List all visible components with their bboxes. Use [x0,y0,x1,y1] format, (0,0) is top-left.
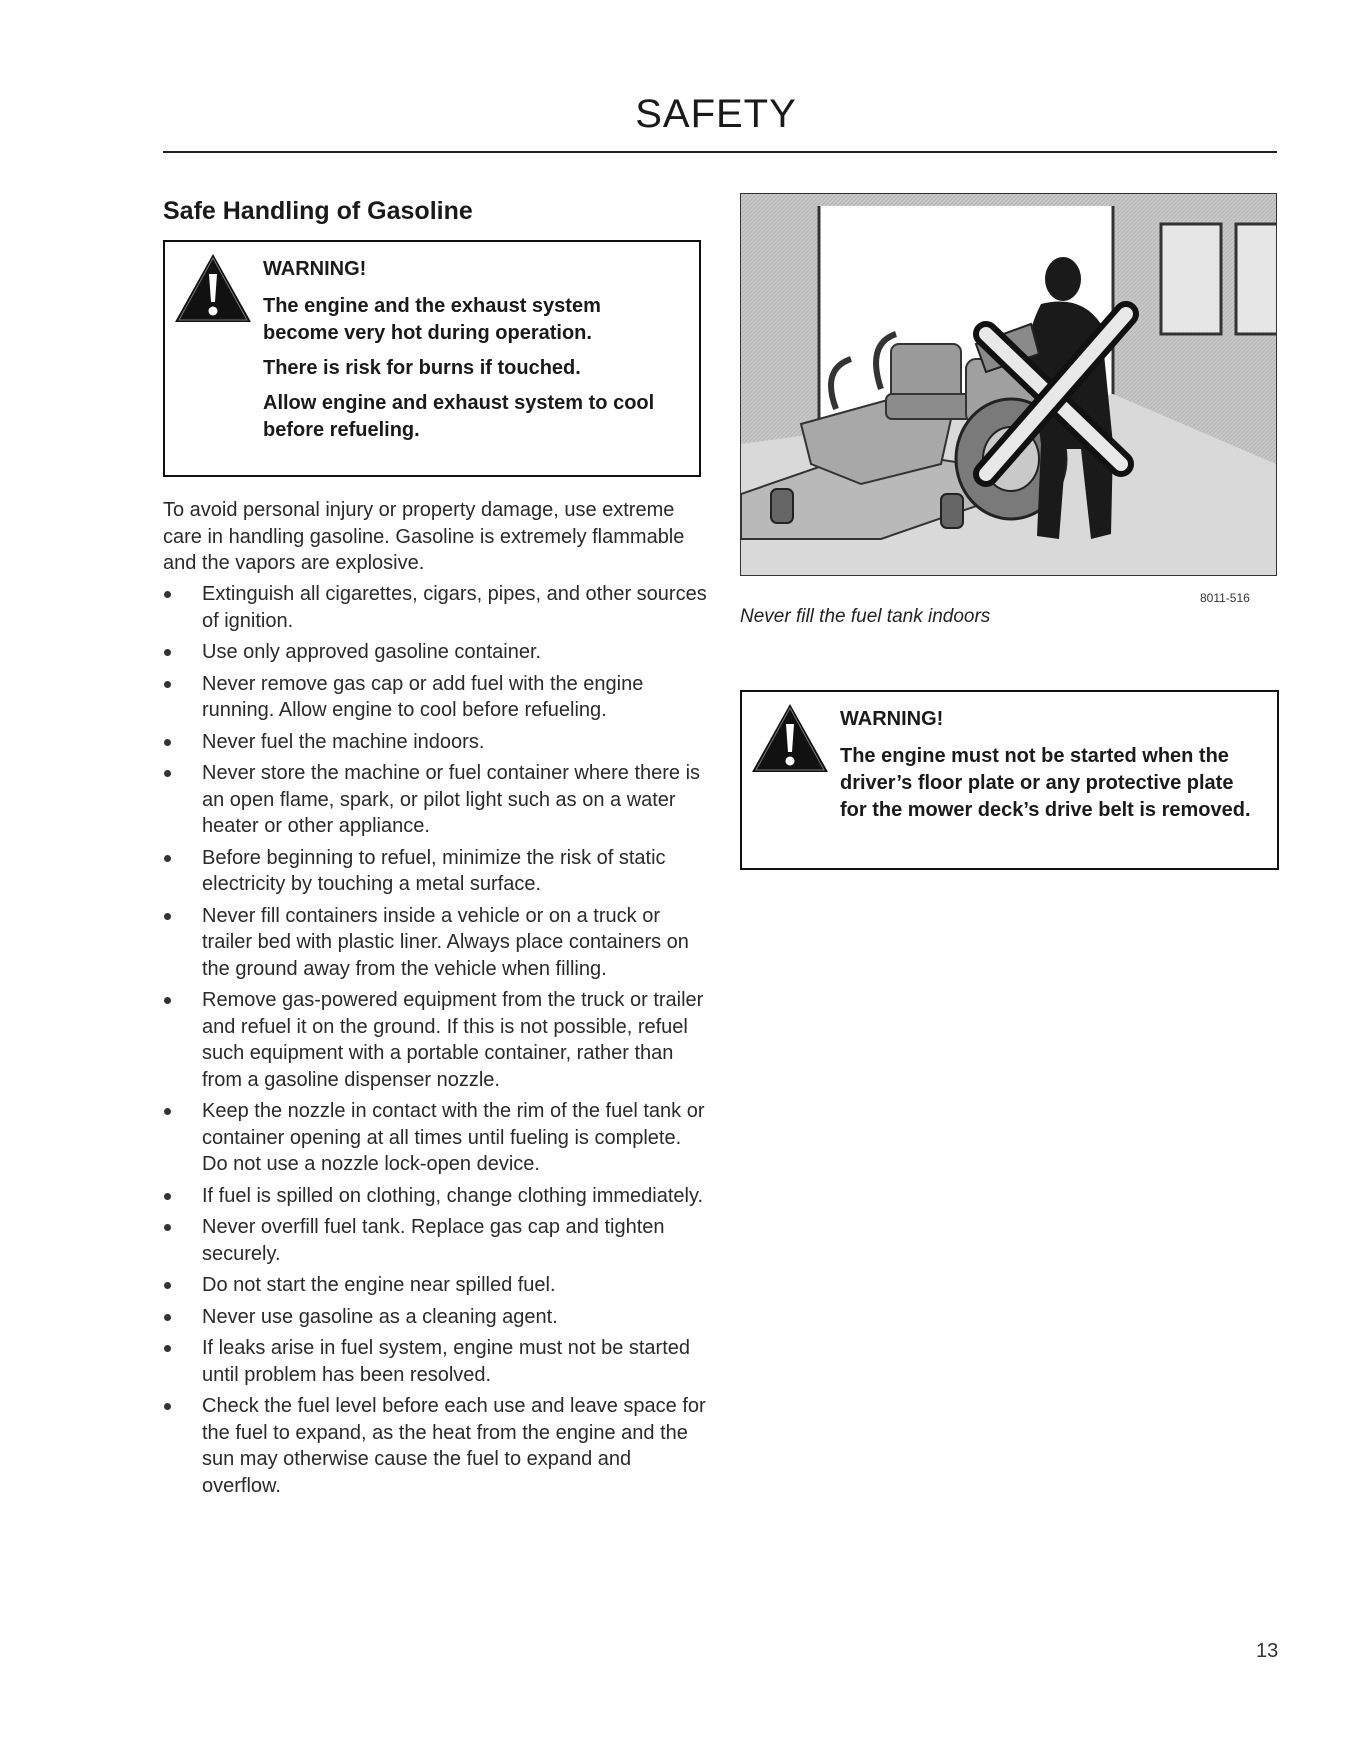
list-item: Never overfill fuel tank. Replace gas cap and tighten securely. [202,1216,665,1265]
list-item: Check the fuel level before each use and leave space for the fuel to expand, as the heat from the engine and the sun may otherwise cause the fuel to expand and overflow. [202,1395,706,1497]
warning-triangle-icon [750,702,830,774]
warning-box-hot-engine [163,240,701,477]
mower-garage-drawing [741,194,1276,575]
list-item: Extinguish all cigarettes, cigars, pipes, and other sources of ignition. [202,583,707,632]
warning-line: There is risk for burns if touched. [263,357,581,379]
list-item: Use only approved gasoline container. [202,641,542,663]
section-heading: Safe Handling of Gasoline [163,197,473,225]
list-item: Never store the machine or fuel container where there is an open flame, spark, or pilot light such as on a water heater or other appliance. [202,762,701,837]
page-number: 13 [1256,1640,1279,1662]
list-item: Before beginning to refuel, minimize the risk of static electricity by touching a metal surface. [202,846,666,895]
warning-heading: WARNING! [840,708,944,730]
list-item: Never remove gas cap or add fuel with the engine running. Allow engine to cool before refueling. [202,672,644,721]
figure-code: 8011-516 [1200,591,1250,605]
list-item: Never fuel the machine indoors. [202,730,485,753]
list-item: Never use gasoline as a cleaning agent. [202,1305,558,1328]
figure-caption: Never fill the fuel tank indoors [740,606,991,627]
title-divider [163,151,1277,153]
intro-paragraph: To avoid personal injury or property damage, use extreme care in handling gasoline. Gasoline is extremely flammable and the vapors are explosive. [163,499,685,574]
list-item: Do not start the engine near spilled fuel. [202,1274,556,1296]
warning-box-floor-plate [740,690,1279,870]
safety-bullet-list [163,581,708,1504]
list-item: Never fill containers inside a vehicle or on a truck or trailer bed with plastic liner. Always place containers on the ground away from the vehicle when filling. [202,904,689,980]
warning-triangle-icon [173,252,253,324]
list-item: Remove gas-powered equipment from the truck or trailer and refuel it on the ground. If this is not possible, refuel such equipment with a portable container, rather than from a gasoline dispenser nozzle. [202,989,704,1091]
list-item: If fuel is spilled on clothing, change clothing immediately. [202,1184,704,1207]
warning-heading: WARNING! [263,258,367,280]
refueling-indoors-illustration [740,193,1277,576]
warning-line: The engine and the exhaust system become very hot during operation. [263,295,601,344]
warning-line: The engine must not be started when the driver’s floor plate or any protective plate for the mower deck’s drive belt is removed. [840,745,1251,821]
list-item: Keep the nozzle in contact with the rim of the fuel tank or container opening at all times until fueling is complete. Do not use a nozzle lock-open device. [202,1100,705,1175]
page-title: SAFETY [635,92,797,136]
list-item: If leaks arise in fuel system, engine must not be started until problem has been resolved. [202,1337,691,1386]
warning-line: Allow engine and exhaust system to cool before refueling. [263,392,655,441]
